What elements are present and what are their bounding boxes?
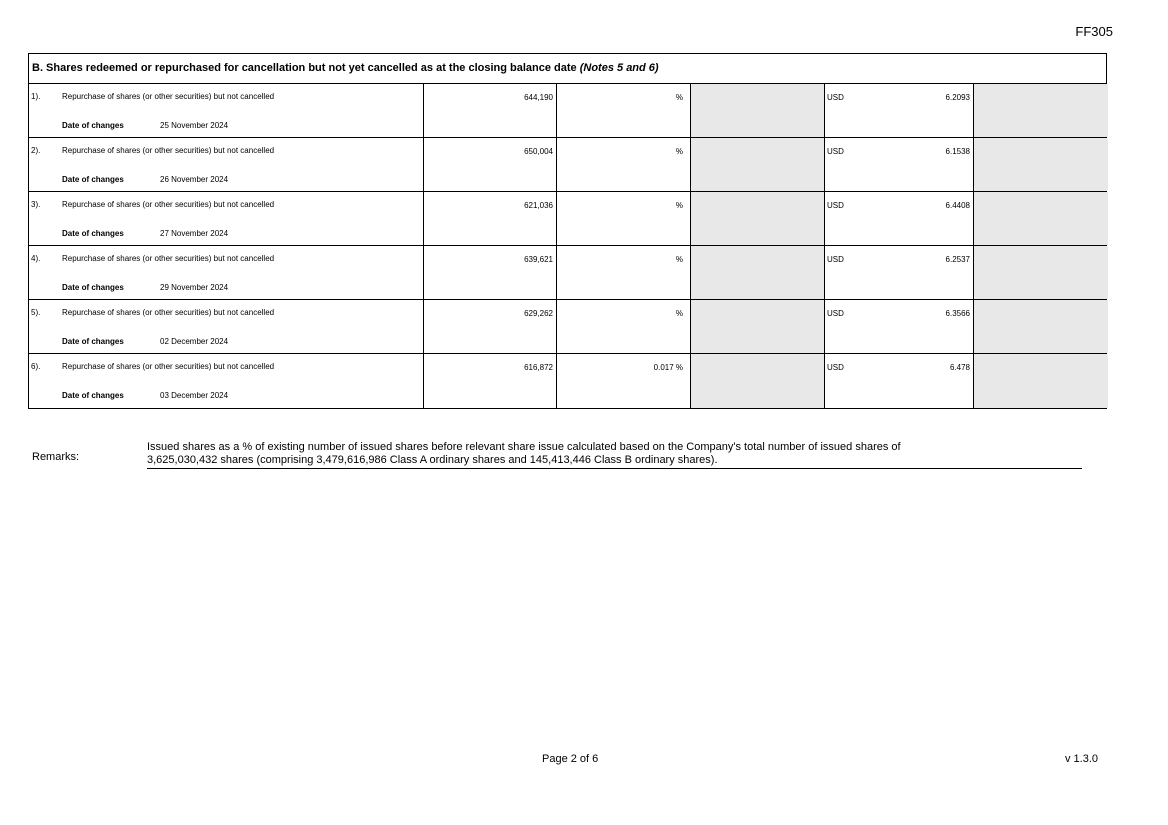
shares-cell xyxy=(423,84,556,137)
shaded-cell xyxy=(973,246,1108,299)
row-description: Repurchase of shares (or other securities) but not cancelled xyxy=(62,200,275,209)
row-description: Repurchase of shares (or other securities) but not cancelled xyxy=(62,146,275,155)
shaded-cell xyxy=(690,192,824,245)
remarks-label: Remarks: xyxy=(32,451,80,463)
price-cell xyxy=(824,84,973,137)
percent-cell xyxy=(556,192,690,245)
row-description: Repurchase of shares (or other securities) but not cancelled xyxy=(62,308,275,317)
price-value: 6.2537 xyxy=(945,255,970,264)
remarks-line-1: Issued shares as a % of existing number of issued shares before relevant share issue calculated based on the Company's total number of issued shares of xyxy=(147,441,901,453)
row-index: 2). xyxy=(31,146,41,155)
date-label: Date of changes xyxy=(62,391,124,400)
date-value: 25 November 2024 xyxy=(160,121,229,130)
section-title-text: B. Shares redeemed or repurchased for cancellation but not yet cancelled as at the closing balance date xyxy=(32,62,580,74)
percent-value: 0.017 % xyxy=(653,363,683,372)
shares-value: 616,872 xyxy=(524,363,553,372)
row-description: Repurchase of shares (or other securities) but not cancelled xyxy=(62,92,275,101)
row-index: 3). xyxy=(31,200,41,209)
row-description: Repurchase of shares (or other securities) but not cancelled xyxy=(62,362,275,371)
shares-cell xyxy=(423,300,556,353)
shaded-cell xyxy=(690,354,824,408)
price-value: 6.1538 xyxy=(945,147,970,156)
shaded-cell xyxy=(973,300,1108,353)
date-value: 29 November 2024 xyxy=(160,283,229,292)
date-label: Date of changes xyxy=(62,283,124,292)
shaded-cell xyxy=(973,354,1108,408)
price-value: 6.478 xyxy=(949,363,970,372)
date-label: Date of changes xyxy=(62,121,124,130)
price-cell xyxy=(824,246,973,299)
page-number: Page 2 of 6 xyxy=(542,753,599,765)
price-cell xyxy=(824,354,973,408)
shaded-cell xyxy=(973,138,1108,191)
price-value: 6.2093 xyxy=(945,93,970,102)
table-row xyxy=(29,84,1106,138)
shares-value: 644,190 xyxy=(524,93,553,102)
table-row xyxy=(29,354,1106,408)
form-code: FF305 xyxy=(1075,24,1113,39)
section-title xyxy=(29,54,1106,84)
currency: USD xyxy=(827,201,844,210)
shaded-cell xyxy=(690,138,824,191)
repurchase-section xyxy=(28,53,1107,409)
description-cell xyxy=(29,192,423,245)
percent-cell xyxy=(556,300,690,353)
shares-value: 639,621 xyxy=(524,255,553,264)
section-title-notes: (Notes 5 and 6) xyxy=(579,62,659,74)
shares-cell xyxy=(423,246,556,299)
percent-cell xyxy=(556,354,690,408)
shaded-cell xyxy=(690,300,824,353)
row-index: 6). xyxy=(31,362,41,371)
date-value: 27 November 2024 xyxy=(160,229,229,238)
table-row xyxy=(29,246,1106,300)
price-cell xyxy=(824,300,973,353)
percent-cell xyxy=(556,138,690,191)
price-value: 6.4408 xyxy=(945,201,970,210)
date-value: 02 December 2024 xyxy=(160,337,229,346)
date-value: 03 December 2024 xyxy=(160,391,229,400)
price-value: 6.3566 xyxy=(945,309,970,318)
remarks-text xyxy=(147,441,1082,469)
row-index: 5). xyxy=(31,308,41,317)
version-label: v 1.3.0 xyxy=(1064,753,1098,765)
price-cell xyxy=(824,138,973,191)
description-cell xyxy=(29,354,423,408)
shares-value: 650,004 xyxy=(524,147,553,156)
date-label: Date of changes xyxy=(62,229,124,238)
currency: USD xyxy=(827,309,844,318)
shaded-cell xyxy=(973,192,1108,245)
percent-value: % xyxy=(675,93,683,102)
currency: USD xyxy=(827,93,844,102)
description-cell xyxy=(29,246,423,299)
percent-value: % xyxy=(675,255,683,264)
percent-cell xyxy=(556,246,690,299)
shares-value: 621,036 xyxy=(524,201,553,210)
shaded-cell xyxy=(690,246,824,299)
date-label: Date of changes xyxy=(62,175,124,184)
shares-cell xyxy=(423,192,556,245)
row-index: 4). xyxy=(31,254,41,263)
row-description: Repurchase of shares (or other securities) but not cancelled xyxy=(62,254,275,263)
table-row xyxy=(29,192,1106,246)
description-cell xyxy=(29,138,423,191)
row-index: 1). xyxy=(31,92,41,101)
table-row xyxy=(29,138,1106,192)
table-row xyxy=(29,300,1106,354)
percent-cell xyxy=(556,84,690,137)
percent-value: % xyxy=(675,309,683,318)
percent-value: % xyxy=(675,201,683,210)
shaded-cell xyxy=(973,84,1108,137)
shares-cell xyxy=(423,138,556,191)
price-cell xyxy=(824,192,973,245)
remarks-line-2: 3,625,030,432 shares (comprising 3,479,616,986 Class A ordinary shares and 145,413,446 Class B ordinary shares). xyxy=(147,454,718,466)
date-label: Date of changes xyxy=(62,337,124,346)
date-value: 26 November 2024 xyxy=(160,175,229,184)
shares-value: 629,262 xyxy=(524,309,553,318)
currency: USD xyxy=(827,147,844,156)
percent-value: % xyxy=(675,147,683,156)
currency: USD xyxy=(827,363,844,372)
shares-cell xyxy=(423,354,556,408)
description-cell xyxy=(29,84,423,137)
shaded-cell xyxy=(690,84,824,137)
currency: USD xyxy=(827,255,844,264)
description-cell xyxy=(29,300,423,353)
